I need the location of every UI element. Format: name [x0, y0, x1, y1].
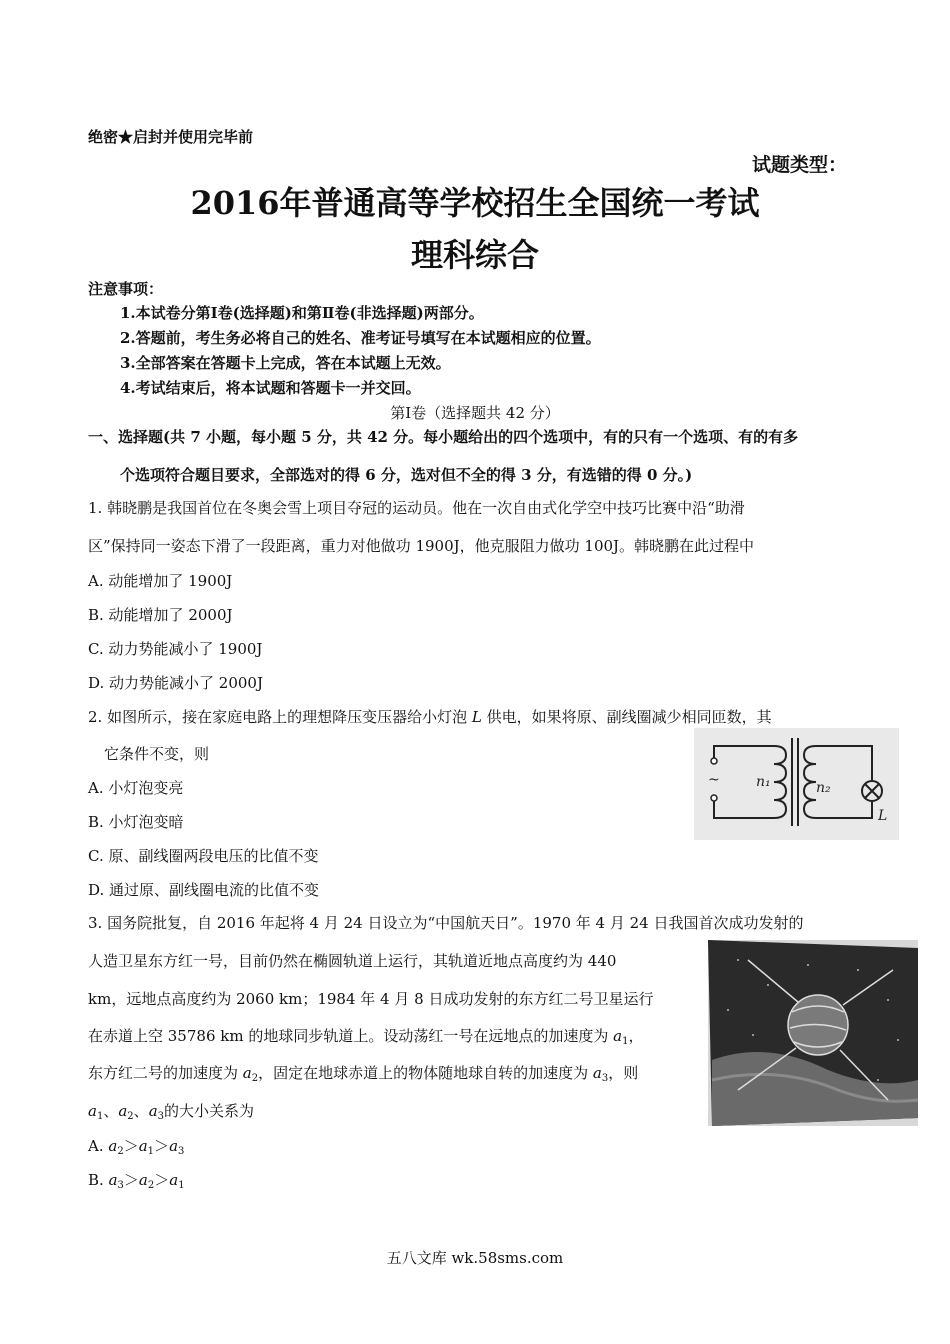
question-2-option-c: C. 原、副线圈两段电压的比值不变 [88, 847, 319, 865]
question-3-stem-line6: $a_1$、$a_2$、$a_3$的大小关系为 [88, 1102, 255, 1122]
question-1-stem-line1: 1. 韩晓鹏是我国首位在冬奥会雪上项目夺冠的运动员。他在一次自由式化学空中技巧比赛中沿“助滑 [88, 499, 745, 517]
question-3-stem-line2: 人造卫星东方红一号，目前仍然在椭圆轨道上运行，其轨道近地点高度约为 440 [88, 952, 617, 970]
notice-item: 2.答题前，考生务必将自己的姓名、准考证号填写在本试题相应的位置。 [120, 329, 601, 347]
notice-item: 4.考试结束后，将本试题和答题卡一并交回。 [120, 379, 421, 397]
question-2-stem-line1: 2. 如图所示，接在家庭电路上的理想降压变压器给小灯泡 L 供电，如果将原、副线圈减少相同匝数，其 [88, 708, 772, 726]
question-3-stem-line4: 在赤道上空 35786 km 的地球同步轨道上。设动荡红一号在远地点的加速度为 $a_1$， [88, 1027, 644, 1047]
satellite-photo [708, 940, 918, 1126]
part-heading: 第Ⅰ卷（选择题共 42 分） [390, 404, 560, 422]
primary-turns-label: n₁ [756, 774, 771, 790]
exam-subtitle: 理科综合 [410, 236, 539, 274]
notice-item: 3.全部答案在答题卡上完成，答在本试题上无效。 [120, 354, 451, 372]
transformer-circuit-figure [694, 728, 899, 840]
question-3-stem-line5: 东方红二号的加速度为 $a_2$，固定在地球赤道上的物体随地球自转的加速度为 $a_3$，则 [88, 1064, 639, 1084]
question-2-option-a: A. 小灯泡变亮 [88, 779, 184, 797]
confidential-label: 绝密★启封并使用完毕前 [88, 128, 254, 146]
question-3-option-a: A. $a_2>a_1>a_3$ [88, 1137, 185, 1157]
terminal [711, 795, 717, 801]
question-2-option-d: D. 通过原、副线圈电流的比值不变 [88, 881, 320, 899]
lamp-label: L [878, 808, 888, 824]
question-3-stem-line1: 3. 国务院批复，自 2016 年起将 4 月 24 日设立为“中国航天日”。1970 年 4 月 24 日我国首次成功发射的 [88, 914, 804, 932]
footer-watermark: 五八文库 wk.58sms.com [386, 1249, 564, 1267]
question-1-option-c: C. 动力势能减小了 1900J [88, 640, 263, 658]
section-instructions-line1: 一、选择题(共 7 小题，每小题 5 分，共 42 分。每小题给出的四个选项中，有的只有一个选项、有的有多 [88, 428, 799, 446]
exam-title: 2016年普通高等学校招生全国统一考试 [190, 184, 760, 222]
section-instructions-line2: 个选项符合题目要求，全部选对的得 6 分，选对但不全的得 3 分，有选错的得 0 分。) [120, 466, 693, 484]
question-3-stem-line3: km，远地点高度约为 2060 km；1984 年 4 月 8 日成功发射的东方红二号卫星运行 [88, 990, 654, 1008]
question-1-option-b: B. 动能增加了 2000J [88, 606, 233, 624]
notice-item: 1.本试卷分第Ⅰ卷(选择题)和第Ⅱ卷(非选择题)两部分。 [120, 304, 484, 322]
question-1-option-d: D. 动力势能减小了 2000J [88, 674, 263, 692]
ac-source-symbol: ~ [708, 772, 720, 788]
question-2-stem-line2: 它条件不变，则 [104, 745, 210, 763]
terminal [711, 758, 717, 764]
question-2-option-b: B. 小灯泡变暗 [88, 813, 184, 831]
notice-heading: 注意事项： [88, 280, 164, 298]
question-type-label: 试题类型： [752, 154, 848, 176]
question-3-option-b: B. $a_3>a_2>a_1$ [88, 1171, 185, 1191]
question-1-option-a: A. 动能增加了 1900J [88, 572, 233, 590]
secondary-turns-label: n₂ [816, 780, 831, 796]
question-1-stem-line2: 区”保持同一姿态下滑了一段距离，重力对他做功 1900J，他克服阻力做功 100J。韩晓鹏在此过程中 [88, 537, 755, 555]
